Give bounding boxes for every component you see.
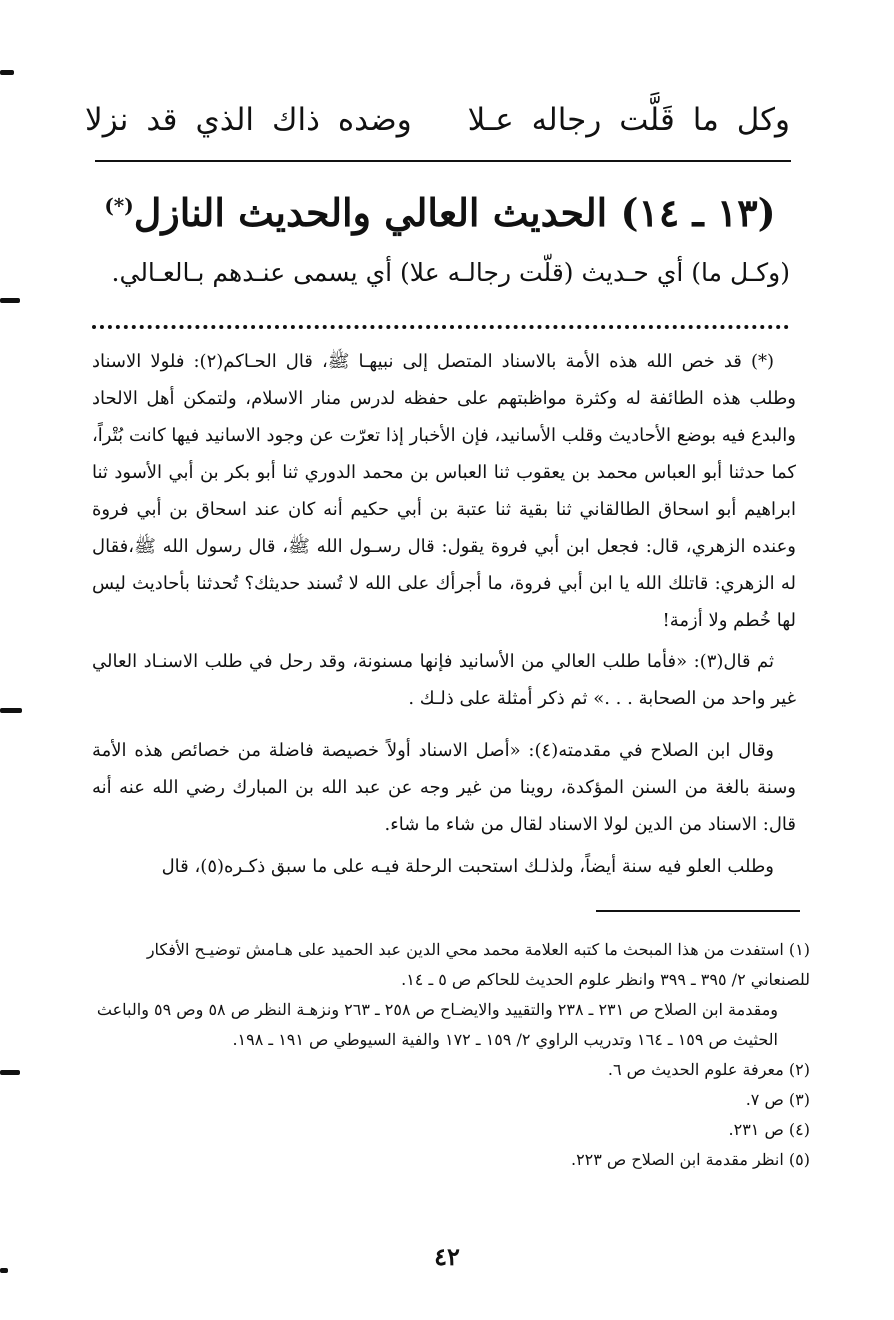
scan-edge-mark [0, 1070, 20, 1075]
section-heading [90, 190, 790, 235]
section-heading-text: (١٣ ـ ١٤) الحديث العالي والحديث النازل [133, 190, 776, 235]
verse-word: قَلَّت [619, 102, 675, 138]
verse-word: عـلا [467, 102, 514, 138]
scan-edge-mark [0, 70, 14, 75]
verse-word: نزلا [85, 102, 129, 138]
footnote-item: (٢) معرفة علوم الحديث ص ٦. [607, 1060, 810, 1079]
footnote-divider [596, 910, 800, 912]
verse-word: رجاله [531, 102, 602, 138]
note-paragraph [92, 848, 796, 885]
footnote-continuation: ومقدمة ابن الصلاح ص ٢٣١ ـ ٢٣٨ والتقييد والايضـاح ص ٢٥٨ ـ ٢٦٣ ونزهـة النظر ص ٥٨ وص ٥٩ والباعث الحثيث ص ١٥٩ ـ ١٦٤ وتدريب الراوي ٢/ ١٥٩ ـ ١٧٢ والفية السيوطي ص ١٩١ ـ ١٩٨. [96, 1000, 778, 1049]
scan-edge-mark [0, 298, 20, 303]
verse-divider [95, 160, 791, 162]
footnote-item: (٣) ص ٧. [745, 1090, 810, 1109]
note-paragraph-text: وقال ابن الصلاح في مقدمته(٤): «أصل الاسناد أولاً خصيصة فاضلة من خصائص هذه الأمة وسنة بالغة من السنن المؤكدة، روينا من غير وجه عن عبد الله بن المبارك رضي الله عنه أنه قال: الاسناد من الدين لولا الاسناد لقال من شاء ما شاء. [92, 740, 796, 835]
footnote-item: (١) استفدت من هذا المبحث ما كتبه العلامة محمد محي الدين عبد الحميد على هـامش توضيـح الأفكار للصنعاني ٢/ ٣٩٥ ـ ٣٩٩ وانظر علوم الحديث للحاكم ص ٥ ـ ١٤. [146, 940, 810, 989]
note-paragraph [92, 643, 796, 717]
verse-word: ذاك [272, 102, 320, 138]
page-number: ٤٢ [434, 1242, 460, 1271]
note-paragraph [92, 732, 796, 843]
footnote-item: (٤) ص ٢٣١. [728, 1120, 810, 1139]
verse-word: وضده [337, 102, 412, 138]
note-paragraph-text: وطلب العلو فيه سنة أيضاً، ولذلـك استحبت الرحلة فيـه على ما سبق ذكـره(٥)، قال [161, 856, 774, 877]
verse-word: قد [146, 102, 178, 138]
note-paragraph-text: (*) قد خص الله هذه الأمة بالاسناد المتصل إلى نبيهـا ﷺ، قال الحـاكم(٢): فلولا الاسناد وطلب هذه الطائفة له وكثرة مواظبتهم على حفظه لدرس منار الاسلام، ولتمكن أهل الالحاد والبدع فيه بوضع الأحاديث وقلب الأسانيد، فإن الأخبار إذا تعرّت عن وجود الاسانيد فيها كانت بُتْراً، كما حدثنا أبو العباس محمد بن يعقوب ثنا العباس بن محمد الدوري ثنا أبو بكر بن أبي الأسود ثنا ابراهيم أبو اسحاق الطالقاني ثنا بقية ثنا عتبة بن أبي حكيم أنه كان عند اسحاق بن أبي فروة وعنده الزهري، قال: فجعل ابن أبي فروة يقول: قال رسـول الله ﷺ، قال رسول الله ﷺ،فقال له الزهري: قاتلك الله يا ابن أبي فروة، ما أجرأك على الله لا تُسند حديثك؟ تُحدثنا بأحاديث ليس لها خُطم ولا أزمة! [92, 351, 796, 631]
section-definition: (وكـل ما) أي حـديث (قلّت رجالـه علا) أي يسمى عنـدهم بـالعـالي. [111, 258, 790, 287]
poem-verse [85, 96, 790, 144]
verse-word: الذي [195, 102, 255, 138]
scan-edge-mark [0, 708, 22, 713]
verse-word: ما [692, 102, 719, 138]
footnote-item: (٥) انظر مقدمة ابن الصلاح ص ٢٢٣. [570, 1150, 810, 1169]
note-paragraph [92, 343, 796, 639]
footnotes [92, 935, 810, 1175]
note-paragraph-text: ثم قال(٣): «فأما طلب العالي من الأسانيد فإنها مسنونة، وقد رحل في طلب الاسنـاد العالي غير واحد من الصحابة . . .» ثم ذكر أمثلة على ذلـك . [92, 651, 796, 709]
verse-word: وكل [736, 102, 790, 138]
dotted-divider [92, 325, 789, 329]
heading-note-marker: (*) [104, 193, 134, 218]
